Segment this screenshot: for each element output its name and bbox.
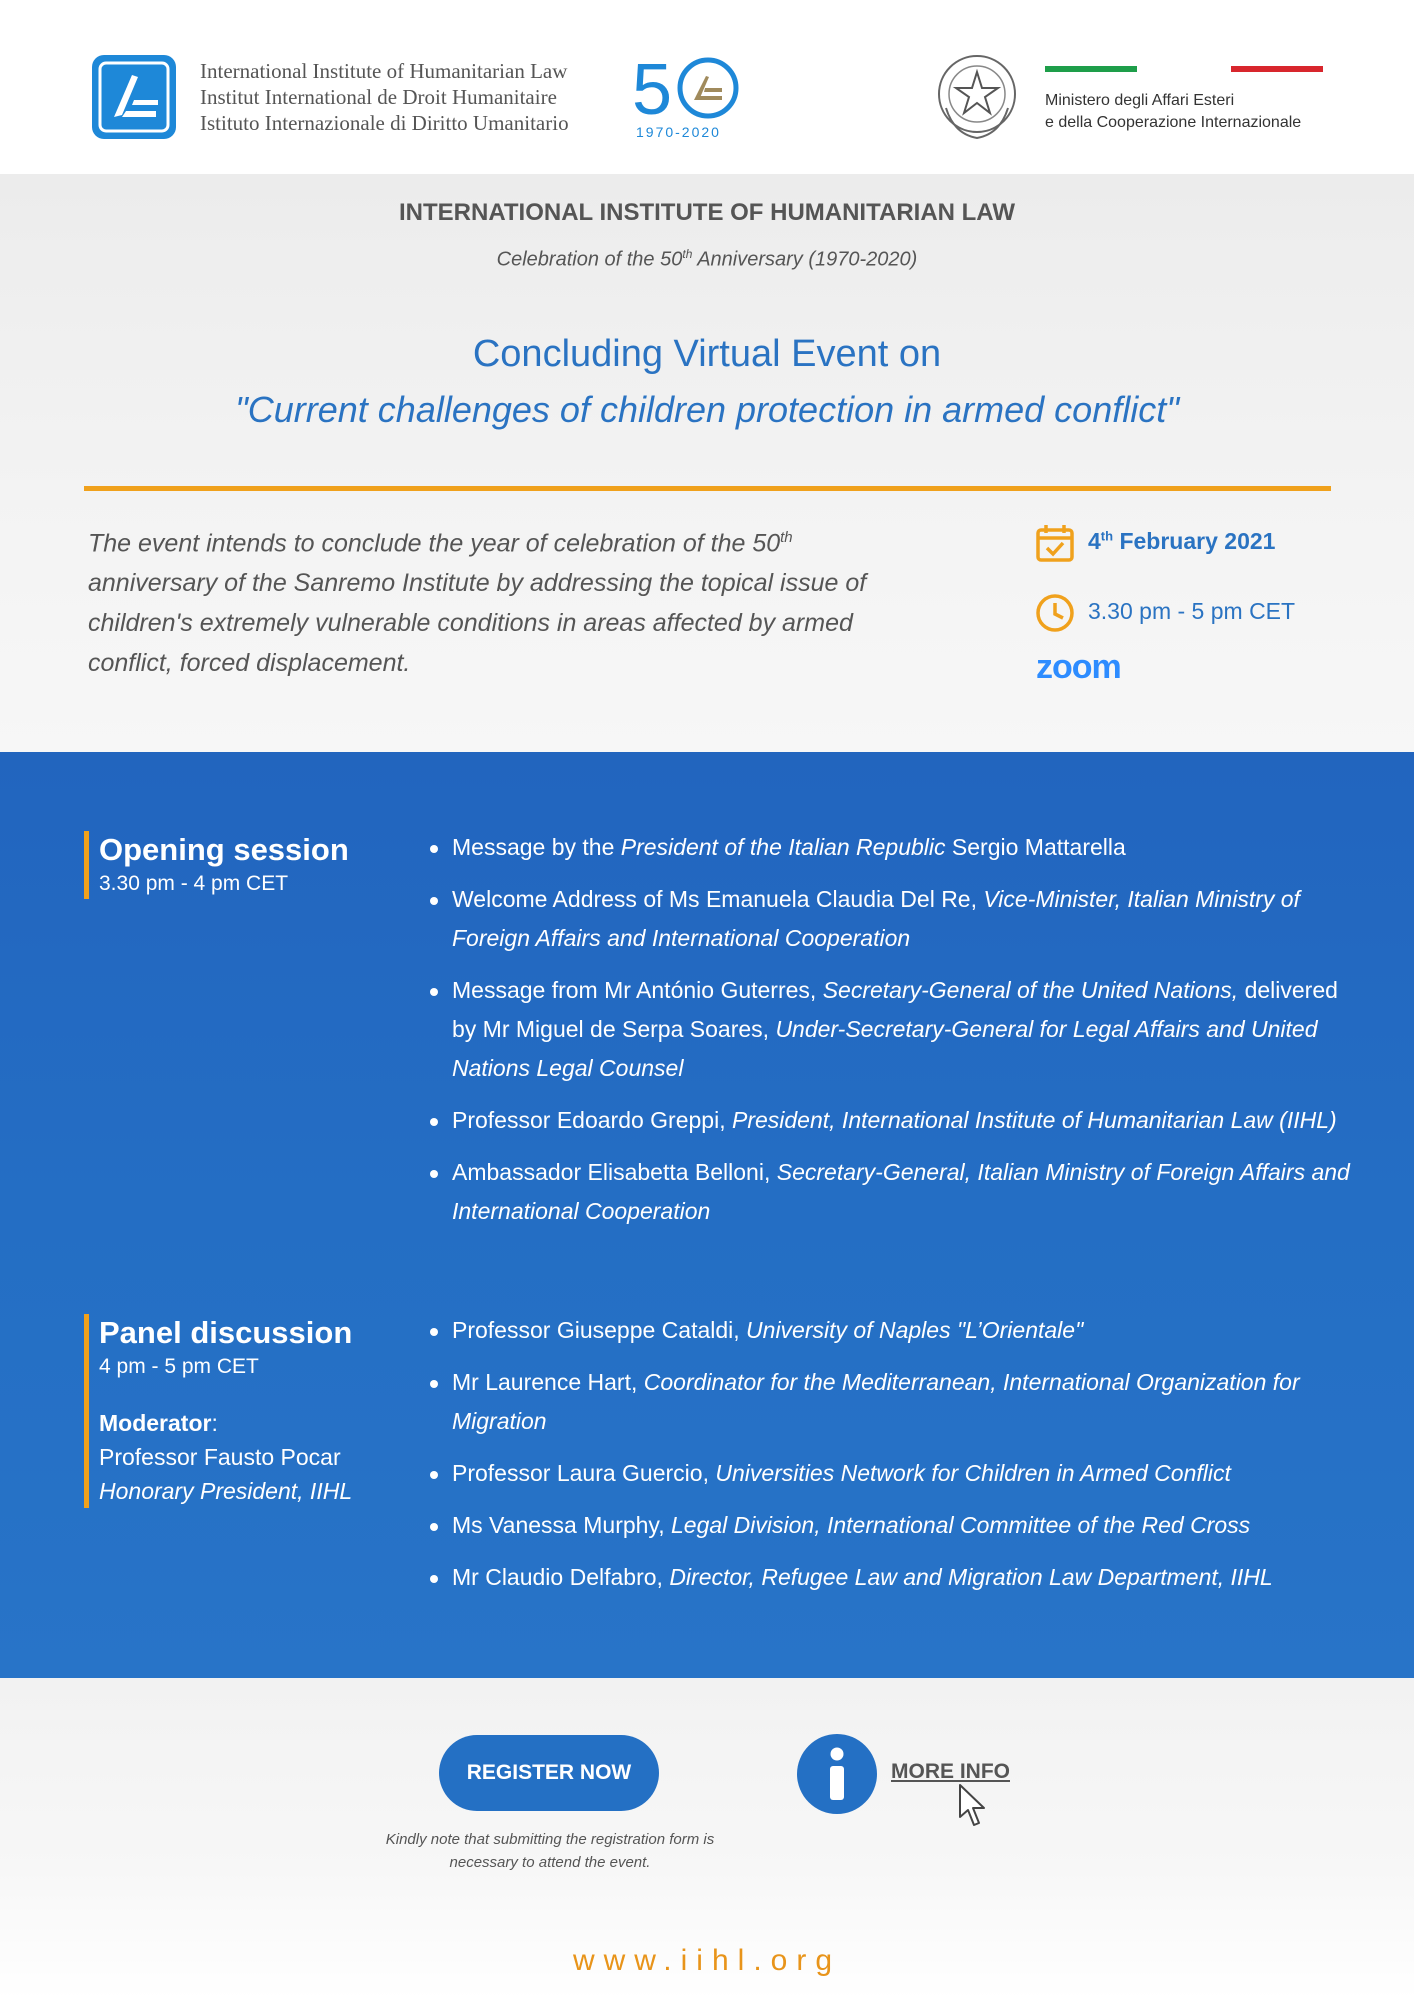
speaker-text: Message from Mr António Guterres, bbox=[452, 977, 823, 1003]
orange-divider bbox=[84, 486, 1331, 491]
institute-name-en: International Institute of Humanitarian Law bbox=[200, 59, 568, 83]
registration-note: Kindly note that submitting the registration form is necessary to attend the event. bbox=[385, 1831, 715, 1871]
register-now-button[interactable]: REGISTER NOW bbox=[439, 1735, 659, 1811]
panel-discussion-heading bbox=[84, 1314, 352, 1508]
list-item bbox=[428, 1311, 1358, 1350]
speaker-text: Professor Giuseppe Cataldi, bbox=[452, 1317, 747, 1343]
italian-flag-rule bbox=[1045, 66, 1323, 72]
speaker-role: Coordinator for the Mediterranean, International Organization for Migration bbox=[452, 1369, 1300, 1434]
description-sup: th bbox=[780, 529, 793, 546]
speaker-role: University of Naples "L’Orientale" bbox=[746, 1317, 1084, 1343]
speaker-text: Message by the bbox=[452, 834, 621, 860]
speaker-text: Welcome Address of Ms Emanuela Claudia Del Re, bbox=[452, 886, 984, 912]
speaker-role: President of the Italian Republic bbox=[620, 834, 946, 860]
ministry-name bbox=[1045, 90, 1301, 134]
more-info-link[interactable]: MORE INFO bbox=[891, 1760, 1010, 1783]
opening-session-list bbox=[428, 828, 1358, 1244]
iihl-logo-icon bbox=[92, 55, 176, 139]
speaker-role: Vice-Minister, Italian Ministry of Foreign Affairs and International Cooperation bbox=[452, 886, 1300, 951]
time-text: 3.30 pm - 5 pm CET bbox=[1088, 598, 1296, 624]
list-item bbox=[428, 1454, 1358, 1493]
speaker-text-after: delivered by Mr Miguel de Serpa Soares, bbox=[452, 977, 1338, 1042]
list-item bbox=[428, 1506, 1358, 1545]
panel-discussion-title: Panel discussion bbox=[99, 1315, 353, 1350]
moderator-role: Honorary President, IIHL bbox=[99, 1478, 353, 1504]
calendar-icon bbox=[1034, 522, 1076, 564]
zoom-logo: zoom bbox=[1036, 648, 1121, 686]
moderator-label: Moderator bbox=[99, 1410, 212, 1436]
list-item bbox=[428, 1363, 1358, 1441]
speaker-text: Professor Edoardo Greppi, bbox=[452, 1107, 732, 1133]
event-description bbox=[88, 518, 918, 683]
event-time bbox=[1034, 590, 1364, 634]
speaker-role: Secretary-General, Italian Ministry of Foreign Affairs and International Cooperation bbox=[452, 1159, 1350, 1224]
moderator-label-line: Moderator: bbox=[99, 1410, 218, 1436]
moderator-name: Professor Fausto Pocar bbox=[99, 1444, 341, 1470]
speaker-role: Universities Network for Children in Armed Conflict bbox=[715, 1460, 1231, 1486]
date-sup: th bbox=[1100, 528, 1114, 544]
subtitle-prefix: Celebration of the 50 bbox=[496, 248, 683, 271]
institute-name-fr: Institut International de Droit Humanitaire bbox=[200, 85, 557, 109]
speaker-text-after: Sergio Mattarella bbox=[945, 834, 1126, 860]
clock-icon bbox=[1034, 592, 1076, 634]
info-icon[interactable] bbox=[797, 1734, 877, 1814]
anniversary-years: 1970-2020 bbox=[636, 124, 721, 140]
speaker-text: Mr Laurence Hart, bbox=[452, 1369, 644, 1395]
ministry-line-1: Ministero degli Affari Esteri bbox=[1045, 92, 1235, 109]
list-item bbox=[428, 1153, 1358, 1231]
org-title: INTERNATIONAL INSTITUTE OF HUMANITARIAN LAW bbox=[399, 199, 1015, 226]
website-link[interactable]: www.iihl.org bbox=[572, 1944, 842, 1977]
description-part-a: The event intends to conclude the year of celebration of the 50 bbox=[88, 529, 781, 558]
pointer-cursor-icon bbox=[958, 1783, 988, 1829]
opening-session-heading bbox=[84, 831, 349, 899]
speaker-role: Secretary-General of the United Nations, bbox=[822, 977, 1239, 1003]
speaker-role: Legal Division, International Committee of the Red Cross bbox=[671, 1512, 1251, 1538]
list-item bbox=[428, 971, 1358, 1088]
list-item bbox=[428, 828, 1358, 867]
subtitle-suffix: Anniversary (1970-2020) bbox=[692, 248, 918, 271]
date-text bbox=[1088, 528, 1275, 555]
svg-text:5: 5 bbox=[632, 50, 673, 128]
speaker-role: President, International Institute of Humanitarian Law (IIHL) bbox=[731, 1107, 1337, 1133]
date-day: 4 bbox=[1088, 528, 1101, 554]
ministry-line-2: e della Cooperazione Internazionale bbox=[1045, 114, 1302, 131]
list-item bbox=[428, 880, 1358, 958]
event-title: Concluding Virtual Event on bbox=[472, 333, 942, 375]
description-part-b: anniversary of the Sanremo Institute by addressing the topical issue of children's extremely vulnerable conditions in areas affected by armed conflict, forced displacement. bbox=[88, 569, 867, 678]
header bbox=[0, 0, 1414, 174]
subtitle-sup: th bbox=[682, 247, 693, 261]
speaker-text: Ms Vanessa Murphy, bbox=[452, 1512, 672, 1538]
speaker-role-2: Under-Secretary-General for Legal Affairs and United Nations Legal Counsel bbox=[452, 1016, 1318, 1081]
panel-discussion-time: 4 pm - 5 pm CET bbox=[99, 1355, 259, 1378]
institute-name-it: Istituto Internazionale di Diritto Umanitario bbox=[200, 111, 569, 135]
list-item bbox=[428, 1101, 1358, 1140]
italian-republic-emblem-icon bbox=[934, 46, 1020, 146]
speaker-text: Professor Laura Guercio, bbox=[452, 1460, 716, 1486]
speaker-text: Mr Claudio Delfabro, bbox=[452, 1564, 670, 1590]
institute-names bbox=[200, 58, 569, 136]
event-date bbox=[1034, 520, 1364, 564]
opening-session-title: Opening session bbox=[99, 832, 349, 867]
date-rest: February 2021 bbox=[1113, 528, 1276, 554]
panel-discussion-list bbox=[428, 1311, 1358, 1610]
event-topic: "Current challenges of children protection in armed conflict" bbox=[234, 389, 1180, 430]
list-item bbox=[428, 1558, 1358, 1597]
speaker-role: Director, Refugee Law and Migration Law Department, IIHL bbox=[669, 1564, 1273, 1590]
anniversary-subtitle bbox=[0, 247, 1414, 272]
opening-session-time: 3.30 pm - 4 pm CET bbox=[99, 872, 289, 895]
speaker-text: Ambassador Elisabetta Belloni, bbox=[452, 1159, 777, 1185]
